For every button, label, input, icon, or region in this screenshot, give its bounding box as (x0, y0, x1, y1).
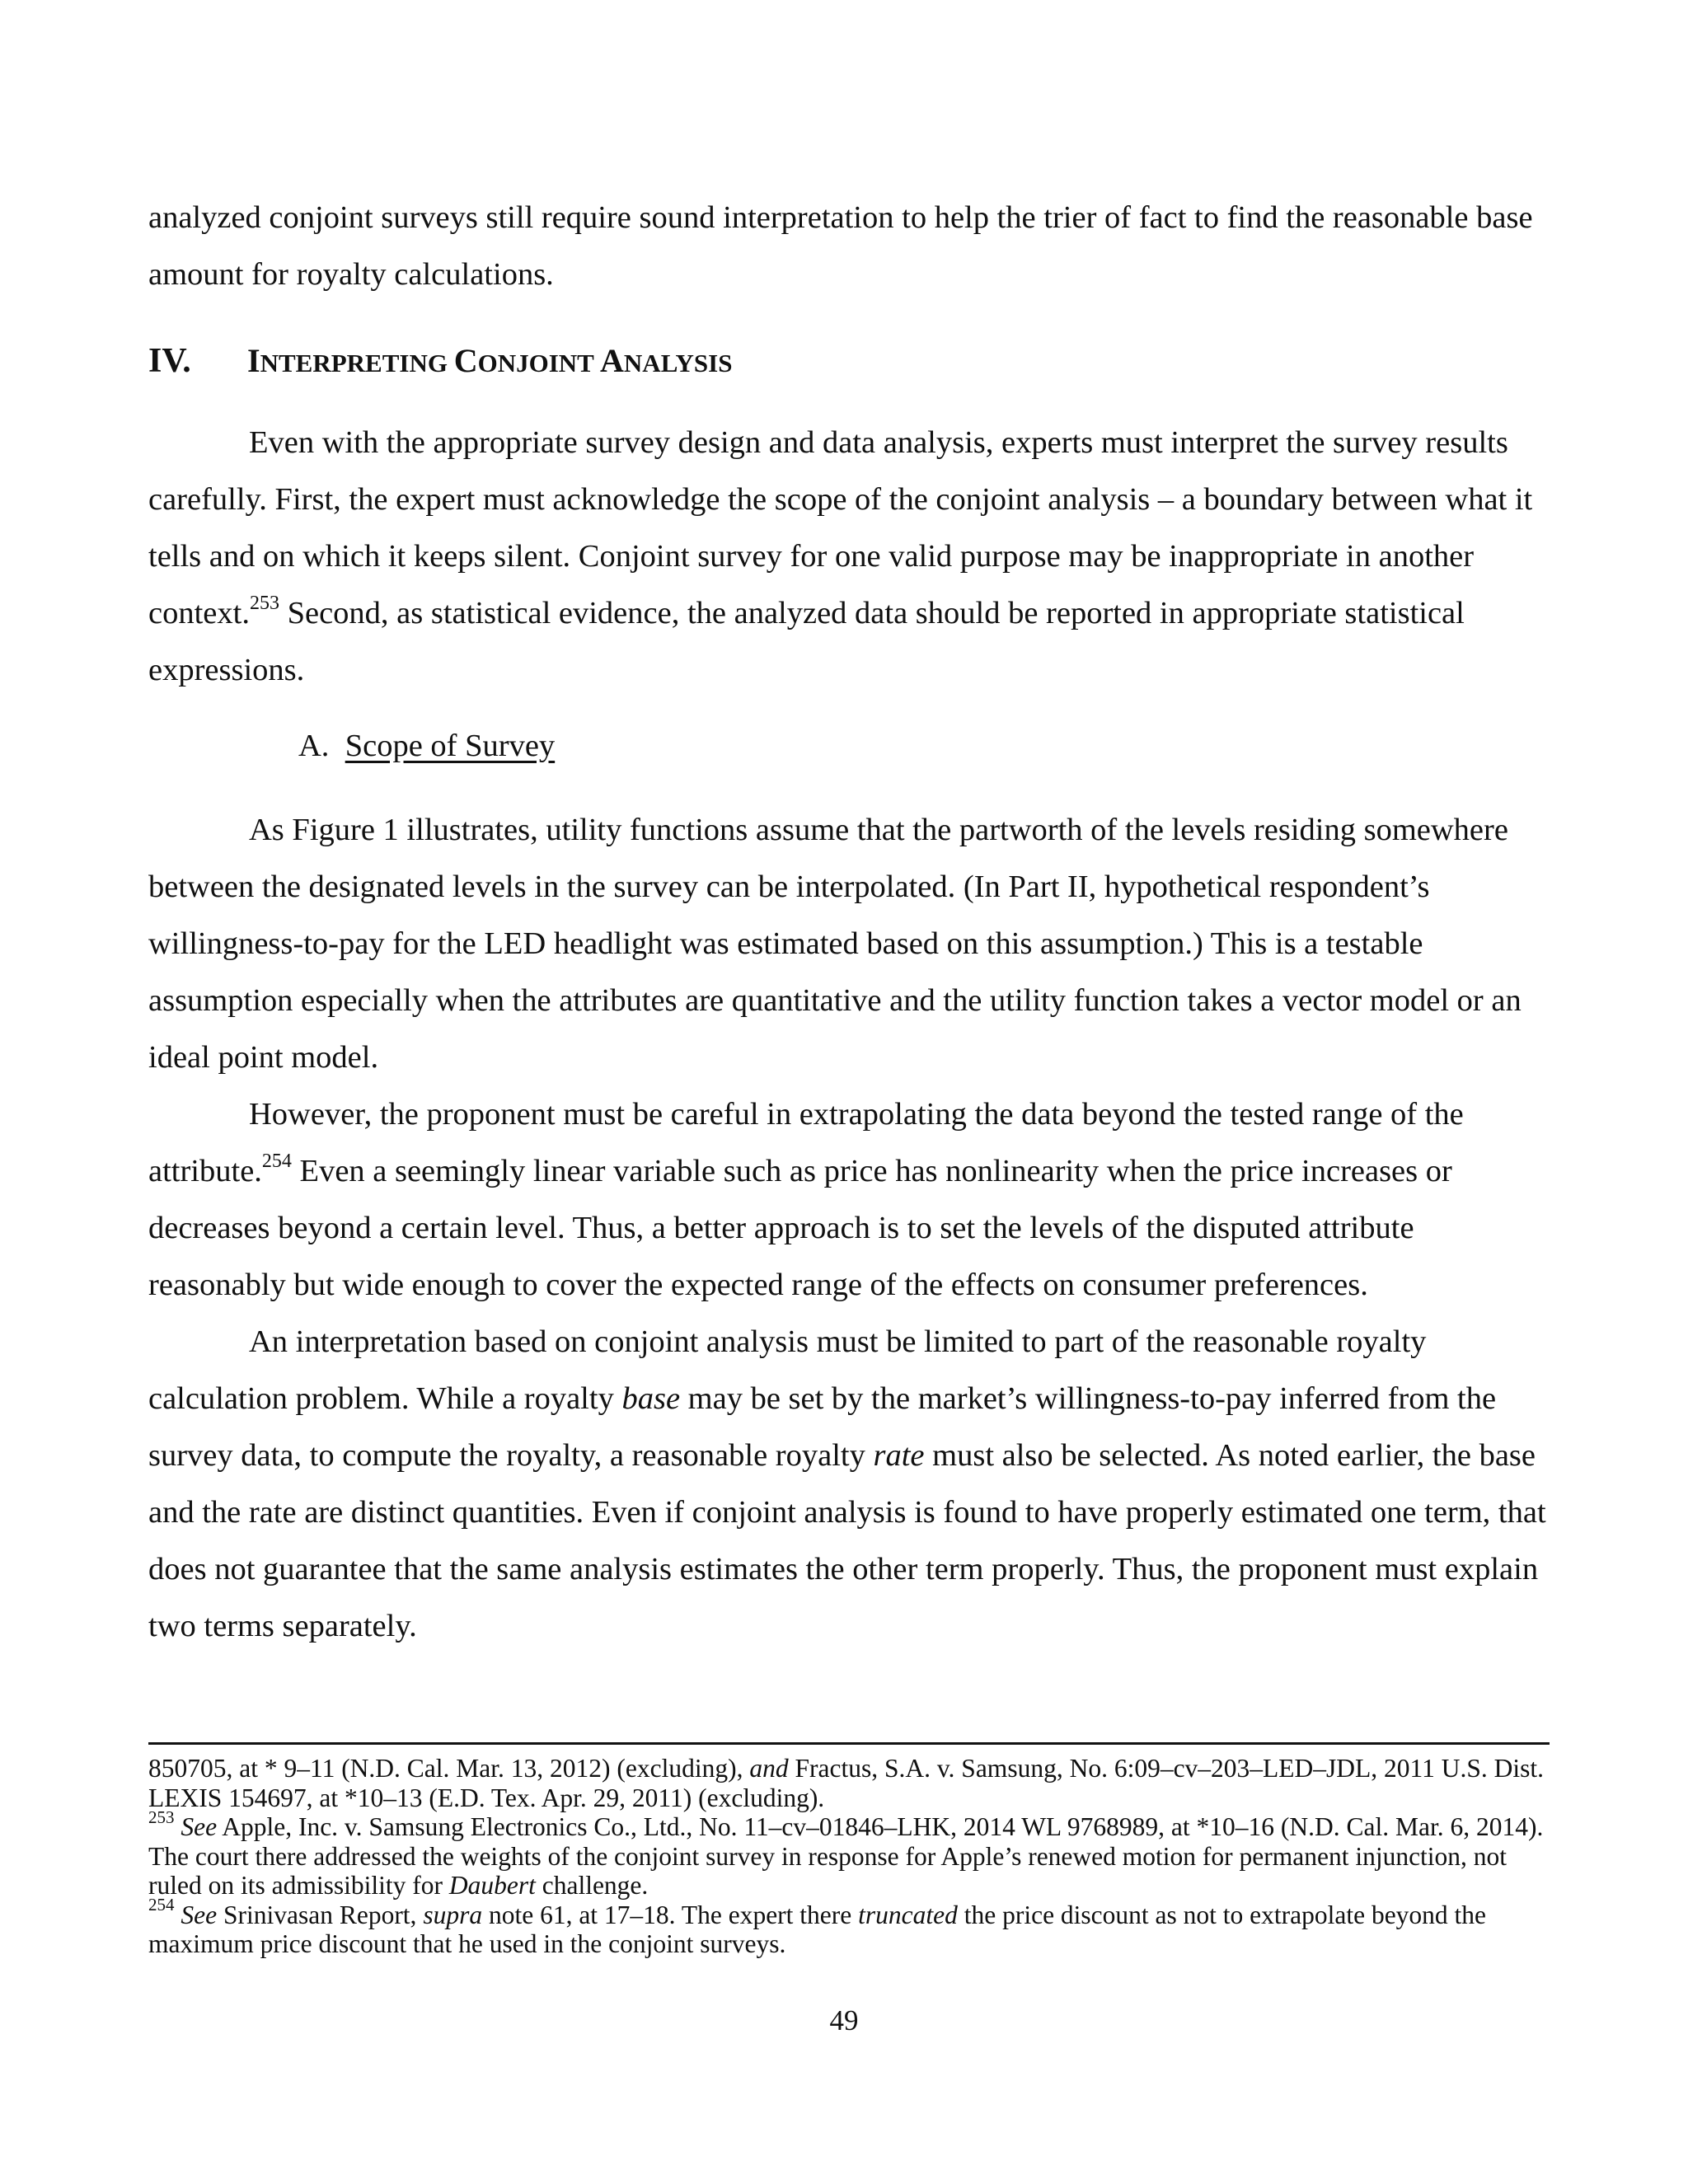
footnote-divider (148, 1742, 1550, 1745)
footnote-number: 253 (148, 1807, 175, 1827)
footnote-continued: 850705, at * 9–11 (N.D. Cal. Mar. 13, 2012) (excluding), and Fractus, S.A. v. Samsung, No. 6:09–cv–203–LED–JDL, 2011 U.S. Dist. LEXIS 154697, at *10–13 (E.D. Tex. Apr. 29, 2011) (excluding). (148, 1754, 1545, 1812)
footnote-ref-253[interactable]: 253 (249, 593, 279, 615)
footnote-number: 254 (148, 1895, 175, 1915)
extrapolation-paragraph: However, the proponent must be careful in extrapolating the data beyond the tested range of the attribute.$^{254}$ Even a seemingly linear variable such as price has nonlinearity when the price increases or decreases beyond a certain level. Thus, a better approach is to set the levels of the disputed attribute reasonably but wide enough to cover the expected range of the effects on consumer preferences. (148, 1097, 1464, 1302)
intro-paragraph: Even with the appropriate survey design and data analysis, experts must interpret the survey results carefully. First, the expert must acknowledge the scope of the conjoint analysis – a boundary between what it tells and on which it keeps silent. Conjoint survey for one valid purpose may be inappropriate in another context.$^{253}$ Second, as statistical evidence, the analyzed data should be reported in appropriate statistical expressions. (148, 425, 1533, 687)
figure-paragraph: As Figure 1 illustrates, utility functions assume that the partworth of the levels residing somewhere between the designated levels in the survey can be interpolated. (In Part II, hypothetical respondent’s willingness-to-pay for the LED headlight was estimated based on this assumption.) This is a testable assumption especially when the attributes are quantitative and the utility function takes a vector model or an ideal point model. (148, 813, 1522, 1075)
section-title: INTERPRETING CONJOINT ANALYSIS (247, 342, 733, 379)
page-number: 49 (829, 2004, 859, 2036)
subsection-label: A. (298, 729, 330, 763)
subsection-heading (298, 721, 555, 771)
interpretation-paragraph: An interpretation based on conjoint analysis must be limited to part of the reasonable royalty calculation problem. While a royalty base may be set by the market’s willingness-to-pay inferred from the survey data, to compute the royalty, a reasonable royalty rate must also be selected. As noted earlier, the base and the rate are distinct quantities. Even if conjoint analysis is found to have properly estimated one term, that does not guarantee that the same analysis estimates the other term properly. Thus, the proponent must explain two terms separately. (148, 1324, 1546, 1643)
footnotes (148, 1754, 1550, 1959)
subsection-body (148, 802, 1550, 1655)
footnote-253: $^{253}$ See Apple, Inc. v. Samsung Electronics Co., Ltd., No. 11–cv–01846–LHK, 2014 WL 9768989, at *10–16 (N.D. Cal. Mar. 6, 2014). The court there addressed the weights of the conjoint survey in response for Apple’s renewed motion for permanent injunction, not ruled on its admissibility for Daubert challenge. (148, 1807, 1544, 1900)
subsection-title: Scope of Survey (345, 729, 556, 763)
section-heading (148, 336, 732, 388)
top-paragraph (148, 190, 1550, 303)
section-intro (148, 415, 1550, 699)
footnote-ref-254[interactable]: 254 (261, 1151, 292, 1173)
section-number: IV. (148, 342, 191, 380)
paragraph-continuation: analyzed conjoint surveys still require sound interpretation to help the trier of fact to find the reasonable base amount for royalty calculations. (148, 200, 1533, 292)
footnote-254: $^{254}$ See Srinivasan Report, supra note 61, at 17–18. The expert there truncated the price discount as not to extrapolate beyond the maximum price discount that he used in the conjoint surveys. (148, 1895, 1487, 1958)
